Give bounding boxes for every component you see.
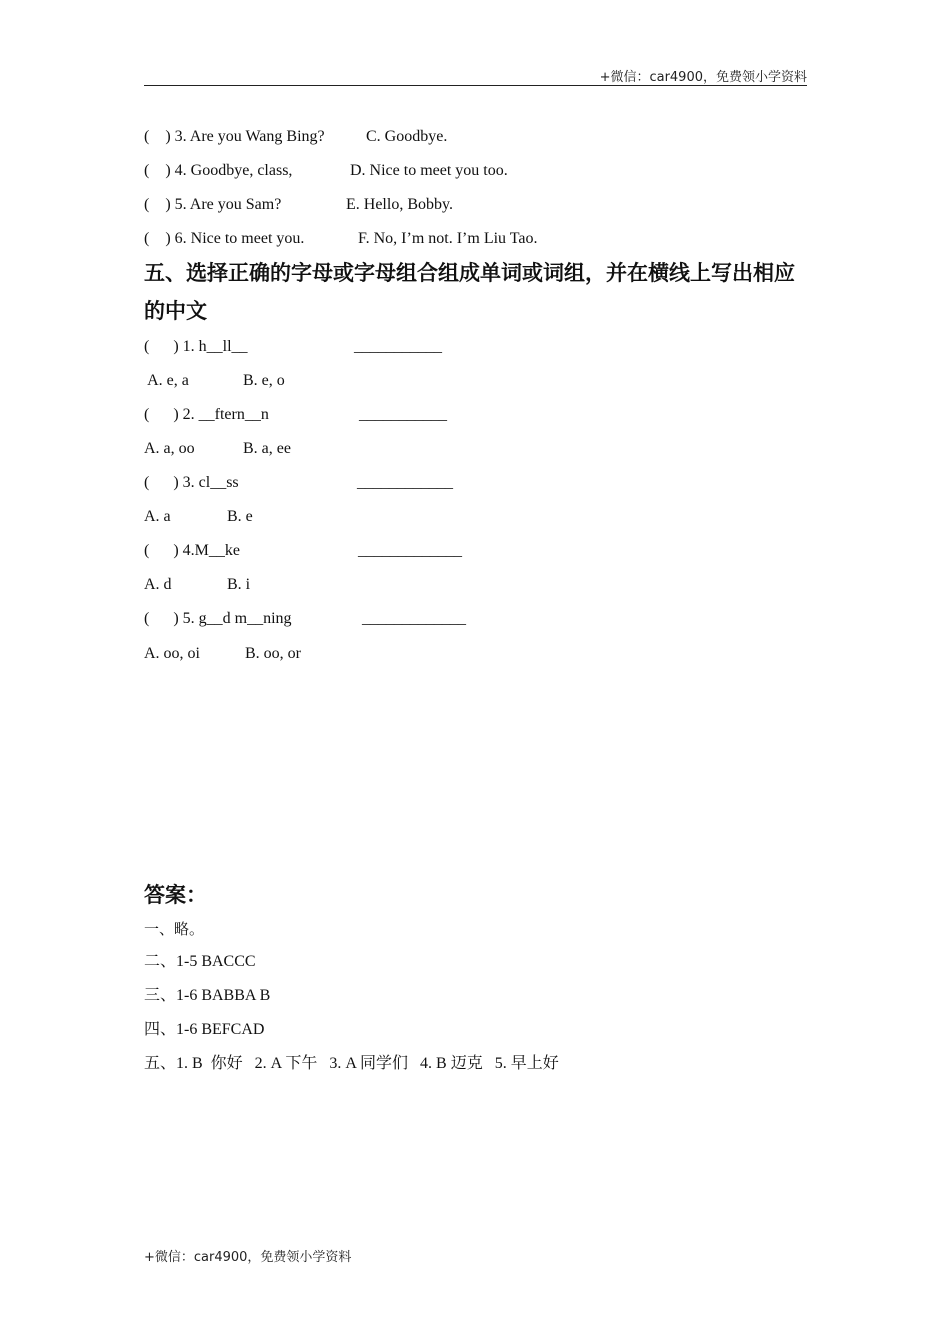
answer-line: 二、1-5 BACCC [144, 953, 256, 970]
answer-line: 五、1. B 你好 2. A 下午 3. A 同学们 4. B 迈克 5. 早上好 [144, 1055, 559, 1072]
matching-question: ( ) 3. Are you Wang Bing? [144, 128, 325, 145]
matching-answer: D. Nice to meet you too. [350, 162, 508, 179]
answer-line: 四、1-6 BEFCAD [144, 1021, 265, 1038]
option-a: A. e, a [144, 372, 189, 389]
matching-answer: F. No, I’m not. I’m Liu Tao. [358, 230, 538, 247]
question-item: ( ) 2. __ftern__n [144, 406, 269, 423]
question-item: ( ) 3. cl__ss [144, 474, 239, 491]
matching-answer: E. Hello, Bobby. [346, 196, 453, 213]
matching-question: ( ) 6. Nice to meet you. [144, 230, 305, 247]
question-item: ( ) 1. h__ll__ [144, 338, 248, 355]
answer-blank: ___________ [354, 338, 442, 355]
option-a: A. oo, oi [144, 645, 200, 662]
option-b: B. e, o [243, 372, 285, 389]
header-watermark: +微信：car4900，免费领小学资料 [599, 70, 807, 85]
section-heading: 五、选择正确的字母或字母组合组成单词或词组，并在横线上写出相应的中文 [144, 261, 795, 323]
matching-answer: C. Goodbye. [366, 128, 448, 145]
answer-line: 一、略。 [144, 920, 205, 938]
answers-title: 答案： [144, 883, 207, 907]
footer-watermark: +微信：car4900，免费领小学资料 [144, 1250, 352, 1265]
option-b: B. i [227, 576, 251, 593]
option-b: B. e [227, 508, 253, 525]
answer-blank: ____________ [357, 474, 453, 491]
header-rule [144, 85, 807, 86]
matching-question: ( ) 4. Goodbye, class, [144, 162, 293, 179]
answer-blank: _____________ [362, 610, 466, 627]
option-b: B. oo, or [245, 645, 301, 662]
answer-blank: ___________ [359, 406, 447, 423]
answer-blank: _____________ [358, 542, 462, 559]
option-a: A. a [144, 508, 171, 525]
matching-question: ( ) 5. Are you Sam? [144, 196, 282, 213]
option-a: A. a, oo [144, 440, 195, 457]
question-item: ( ) 5. g__d m__ning [144, 610, 292, 627]
answer-line: 三、1-6 BABBA B [144, 987, 271, 1004]
option-a: A. d [144, 576, 172, 593]
option-b: B. a, ee [243, 440, 291, 457]
question-item: ( ) 4.M__ke [144, 542, 240, 559]
